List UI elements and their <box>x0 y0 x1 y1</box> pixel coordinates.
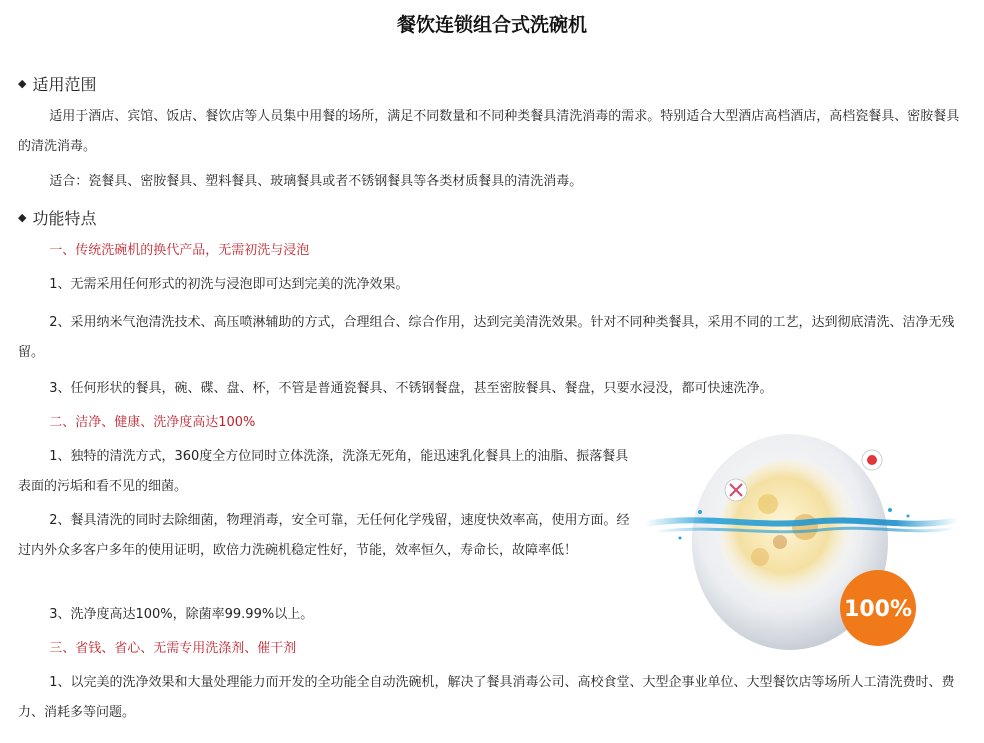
scope-paragraph-1: 适用于酒店、宾馆、饭店、餐饮店等人员集中用餐的场所，满足不同数量和不同种类餐具清洗消毒的需求。特别适合大型酒店高档酒店，高档瓷餐具、密胺餐具的清洗消毒。 <box>18 109 960 154</box>
plate-illustration <box>640 432 960 664</box>
feature-1-item-2: 2、采用纳米气泡清洗技术、高压喷淋辅助的方式，合理组合、综合作用，达到完美清洗效果。针对不同种类餐具，采用不同的工艺，达到彻底清洗、洁净无残留。 <box>18 315 955 360</box>
feature-1-item-1: 1、无需采用任何形式的初洗与浸泡即可达到完美的洗净效果。 <box>49 277 409 292</box>
scope-paragraph-2: 适合：瓷餐具、密胺餐具、塑料餐具、玻璃餐具或者不锈钢餐具等各类材质餐具的清洗消毒。 <box>49 174 583 189</box>
section-heading-features <box>18 206 96 229</box>
feature-2-item-1: 1、独特的清洗方式，360度全方位同时立体洗涤，洗涤无死角，能迅速乳化餐具上的油脂、振落餐具表面的污垢和看不见的细菌。 <box>18 449 629 494</box>
section-heading-scope-label: 适用范围 <box>32 75 97 94</box>
feature-subtitle-3: 三、省钱、省心、无需专用洗涤剂、催干剂 <box>49 641 297 656</box>
section-heading-features-label: 功能特点 <box>32 209 97 228</box>
page-title: 餐饮连锁组合式洗碗机 <box>396 14 587 36</box>
feature-1-item-3: 3、任何形状的餐具，碗、碟、盘、杯，不管是普通瓷餐具、不锈钢餐盘，甚至密胺餐具、餐盘，只要水浸没，都可快速洗净。 <box>49 381 773 396</box>
percent-badge: 100% <box>844 597 912 622</box>
diamond-bullet-icon: ◆ <box>18 211 27 224</box>
section-heading-scope <box>18 72 96 95</box>
clean-plate-image <box>640 432 960 664</box>
feature-subtitle-1: 一、传统洗碗机的换代产品，无需初洗与浸泡 <box>49 243 310 258</box>
feature-2-item-2: 2、餐具清洗的同时去除细菌，物理消毒，安全可靠，无任何化学残留，速度快效率高，使用方面。经过内外众多客户多年的使用证明，欧倍力洗碗机稳定性好，节能，效率恒久，寿命长，故障率低！ <box>18 513 630 558</box>
feature-3-item-1: 1、以完美的洗净效果和大量处理能力而开发的全功能全自动洗碗机，解决了餐具消毒公司、高校食堂、大型企事业单位、大型餐饮店等场所人工清洗费时、费力、消耗多等问题。 <box>18 675 955 720</box>
feature-subtitle-2: 二、洁净、健康、洗净度高达100% <box>49 415 256 430</box>
diamond-bullet-icon: ◆ <box>18 77 27 90</box>
feature-2-item-3: 3、洗净度高达100%，除菌率99.99%以上。 <box>49 607 314 622</box>
